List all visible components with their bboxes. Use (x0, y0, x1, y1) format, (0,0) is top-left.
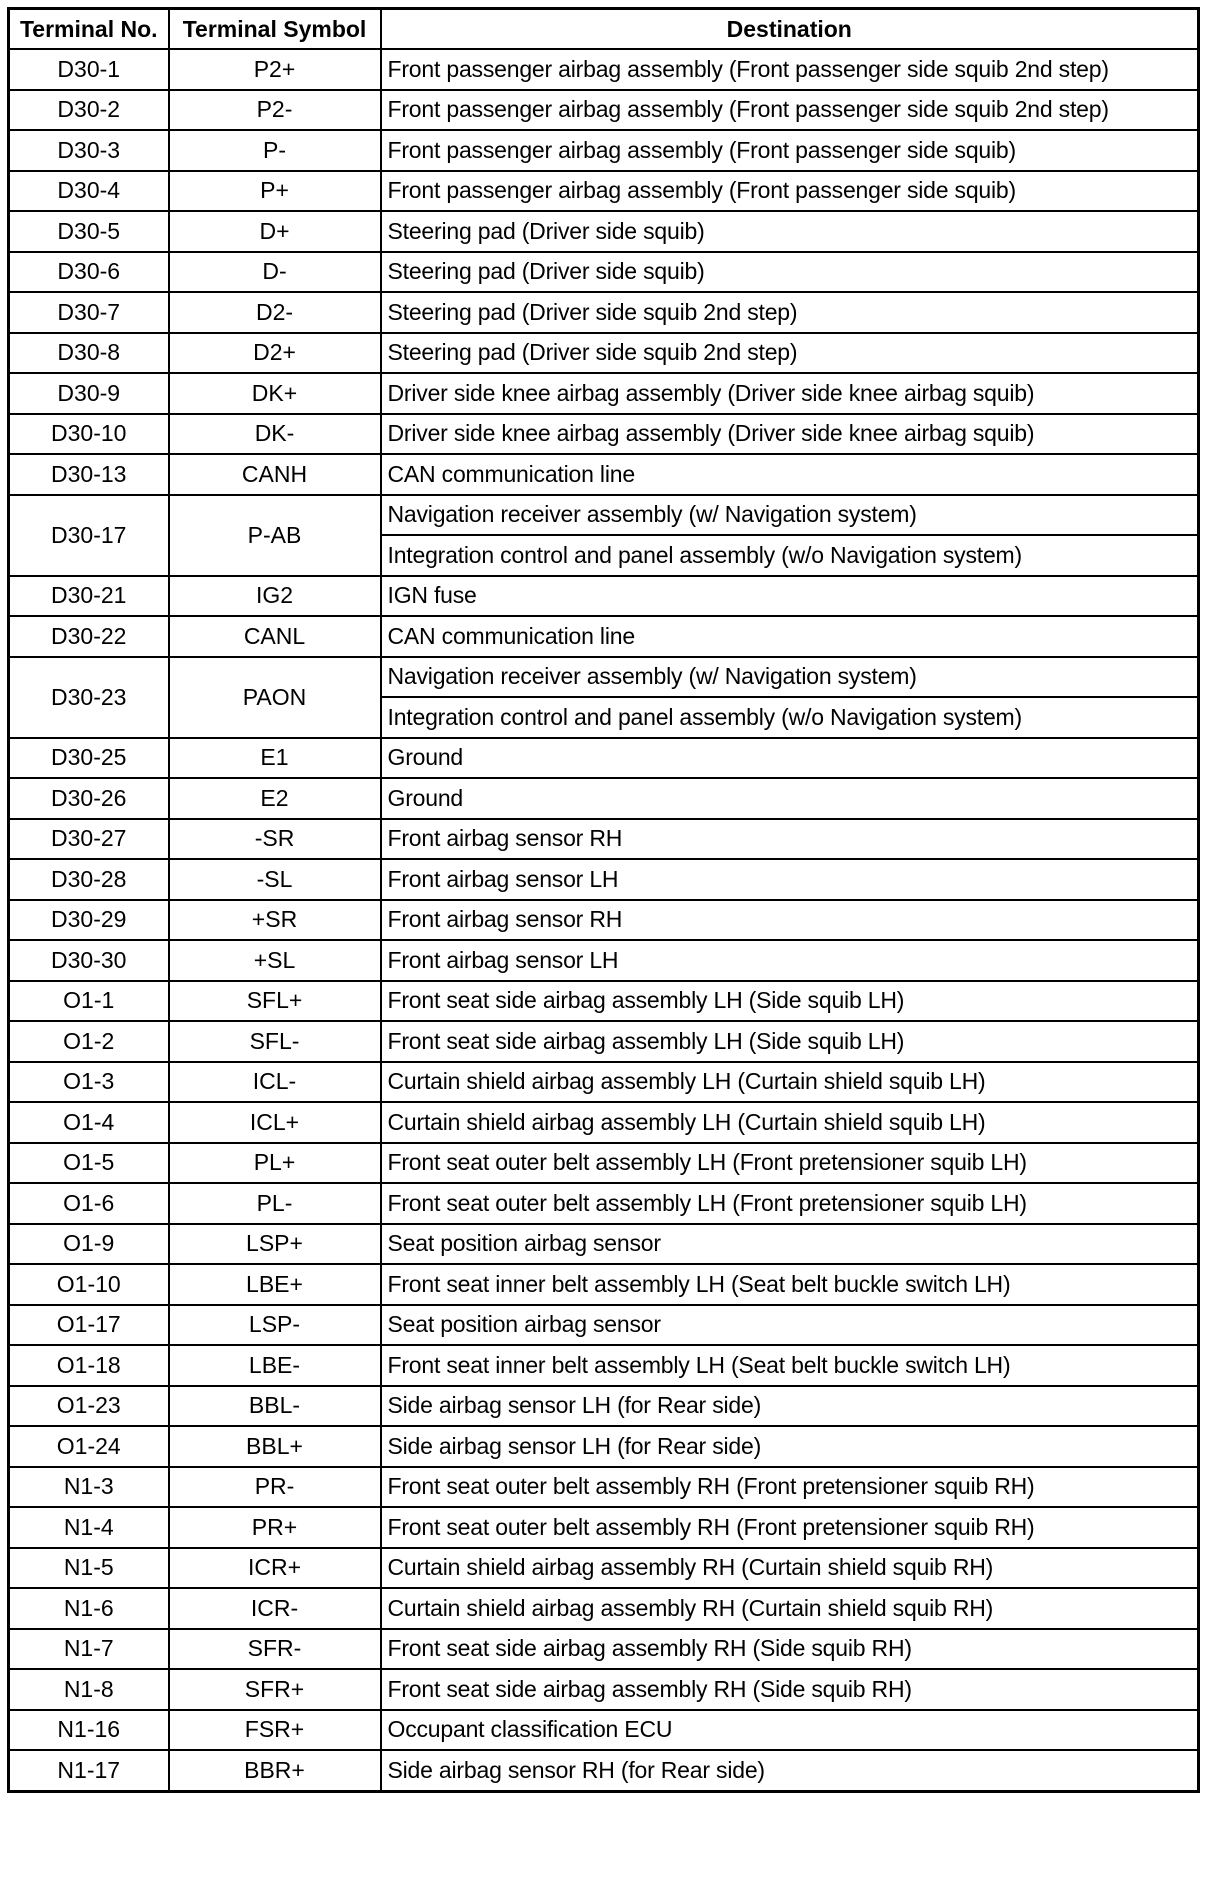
terminal-no-cell: D30-13 (9, 454, 169, 495)
destination-cell: Front seat side airbag assembly RH (Side squib RH) (381, 1669, 1199, 1710)
destination-cell: Front passenger airbag assembly (Front passenger side squib) (381, 171, 1199, 212)
terminal-no-cell: O1-9 (9, 1224, 169, 1265)
terminal-no-cell: O1-24 (9, 1426, 169, 1467)
terminal-symbol-cell: CANL (169, 616, 381, 657)
destination-cell: Navigation receiver assembly (w/ Navigation system) (381, 495, 1199, 536)
table-row (9, 1710, 1199, 1751)
destination-cell: Integration control and panel assembly (w/o Navigation system) (381, 697, 1199, 738)
table-row (9, 1224, 1199, 1265)
table-row (9, 940, 1199, 981)
terminal-no-cell: N1-7 (9, 1629, 169, 1670)
terminal-symbol-cell: FSR+ (169, 1710, 381, 1751)
terminal-no-cell: O1-17 (9, 1305, 169, 1346)
destination-cell: Seat position airbag sensor (381, 1224, 1199, 1265)
terminal-symbol-cell: E1 (169, 738, 381, 779)
table-row (9, 90, 1199, 131)
destination-cell: Front seat side airbag assembly RH (Side squib RH) (381, 1629, 1199, 1670)
table-row (9, 1183, 1199, 1224)
table-row (9, 373, 1199, 414)
table-row (9, 1062, 1199, 1103)
terminal-symbol-cell: P+ (169, 171, 381, 212)
table-row (9, 1467, 1199, 1508)
terminal-symbol-cell: PL+ (169, 1143, 381, 1184)
terminal-symbol-cell: E2 (169, 778, 381, 819)
destination-cell: Ground (381, 738, 1199, 779)
destination-cell: Steering pad (Driver side squib) (381, 252, 1199, 293)
terminal-symbol-cell: +SL (169, 940, 381, 981)
header-terminal-no: Terminal No. (9, 9, 169, 50)
terminal-symbol-cell: ICL+ (169, 1102, 381, 1143)
table-row (9, 1750, 1199, 1791)
terminal-no-cell: O1-2 (9, 1021, 169, 1062)
destination-cell: Front passenger airbag assembly (Front passenger side squib 2nd step) (381, 49, 1199, 90)
terminal-symbol-cell: D- (169, 252, 381, 293)
table-row (9, 1345, 1199, 1386)
table-row (9, 859, 1199, 900)
terminal-no-cell: D30-28 (9, 859, 169, 900)
terminal-no-cell: D30-9 (9, 373, 169, 414)
table-row (9, 252, 1199, 293)
destination-cell: CAN communication line (381, 616, 1199, 657)
table-row (9, 616, 1199, 657)
terminal-no-cell: D30-22 (9, 616, 169, 657)
terminal-no-cell: N1-6 (9, 1588, 169, 1629)
destination-cell: Seat position airbag sensor (381, 1305, 1199, 1346)
terminal-no-cell: O1-23 (9, 1386, 169, 1427)
terminal-no-cell: N1-8 (9, 1669, 169, 1710)
destination-cell: Front seat outer belt assembly LH (Front pretensioner squib LH) (381, 1143, 1199, 1184)
terminal-no-cell: D30-23 (9, 657, 169, 738)
terminal-no-cell: D30-1 (9, 49, 169, 90)
terminal-no-cell: D30-29 (9, 900, 169, 941)
destination-cell: Driver side knee airbag assembly (Driver side knee airbag squib) (381, 414, 1199, 455)
table-row (9, 738, 1199, 779)
terminal-no-cell: D30-25 (9, 738, 169, 779)
terminal-symbol-cell: DK+ (169, 373, 381, 414)
table-row (9, 292, 1199, 333)
table-row (9, 1143, 1199, 1184)
table-row (9, 495, 1199, 536)
destination-cell: CAN communication line (381, 454, 1199, 495)
table-row (9, 819, 1199, 860)
terminal-symbol-cell: SFL- (169, 1021, 381, 1062)
table-row (9, 1507, 1199, 1548)
terminal-no-cell: N1-5 (9, 1548, 169, 1589)
table-row (9, 333, 1199, 374)
header-terminal-symbol: Terminal Symbol (169, 9, 381, 50)
terminal-no-cell: D30-4 (9, 171, 169, 212)
destination-cell: Steering pad (Driver side squib 2nd step) (381, 292, 1199, 333)
destination-cell: Front airbag sensor LH (381, 859, 1199, 900)
table-row (9, 1629, 1199, 1670)
terminal-no-cell: D30-30 (9, 940, 169, 981)
destination-cell: Curtain shield airbag assembly RH (Curtain shield squib RH) (381, 1588, 1199, 1629)
terminal-symbol-cell: DK- (169, 414, 381, 455)
terminal-symbol-cell: D+ (169, 211, 381, 252)
table-body (9, 49, 1199, 1791)
header-destination: Destination (381, 9, 1199, 50)
destination-cell: Navigation receiver assembly (w/ Navigation system) (381, 657, 1199, 698)
terminal-symbol-cell: BBL- (169, 1386, 381, 1427)
terminal-symbol-cell: LSP+ (169, 1224, 381, 1265)
table-row (9, 1264, 1199, 1305)
destination-cell: Front seat outer belt assembly RH (Front pretensioner squib RH) (381, 1467, 1199, 1508)
terminal-no-cell: D30-26 (9, 778, 169, 819)
terminal-symbol-cell: P2- (169, 90, 381, 131)
table-row (9, 1669, 1199, 1710)
destination-cell: Front airbag sensor RH (381, 900, 1199, 941)
terminal-no-cell: D30-8 (9, 333, 169, 374)
terminal-symbol-cell: ICL- (169, 1062, 381, 1103)
table-row (9, 1021, 1199, 1062)
terminal-no-cell: D30-3 (9, 130, 169, 171)
terminal-symbol-cell: D2- (169, 292, 381, 333)
table-row (9, 1102, 1199, 1143)
terminal-symbol-cell: D2+ (169, 333, 381, 374)
terminal-no-cell: O1-3 (9, 1062, 169, 1103)
destination-cell: Front seat inner belt assembly LH (Seat belt buckle switch LH) (381, 1345, 1199, 1386)
terminal-no-cell: D30-21 (9, 576, 169, 617)
terminal-no-cell: O1-4 (9, 1102, 169, 1143)
table-row (9, 778, 1199, 819)
table-row (9, 1305, 1199, 1346)
terminal-symbol-cell: SFR- (169, 1629, 381, 1670)
terminal-symbol-cell: LSP- (169, 1305, 381, 1346)
destination-cell: Side airbag sensor RH (for Rear side) (381, 1750, 1199, 1791)
terminal-symbol-cell: LBE+ (169, 1264, 381, 1305)
table-row (9, 211, 1199, 252)
destination-cell: Front seat outer belt assembly LH (Front pretensioner squib LH) (381, 1183, 1199, 1224)
table-row (9, 454, 1199, 495)
destination-cell: Front passenger airbag assembly (Front passenger side squib 2nd step) (381, 90, 1199, 131)
terminal-no-cell: D30-10 (9, 414, 169, 455)
destination-cell: Driver side knee airbag assembly (Driver side knee airbag squib) (381, 373, 1199, 414)
destination-cell: Curtain shield airbag assembly RH (Curtain shield squib RH) (381, 1548, 1199, 1589)
destination-cell: IGN fuse (381, 576, 1199, 617)
terminal-symbol-cell: BBR+ (169, 1750, 381, 1791)
terminal-no-cell: D30-2 (9, 90, 169, 131)
destination-cell: Front seat side airbag assembly LH (Side squib LH) (381, 981, 1199, 1022)
terminal-symbol-cell: CANH (169, 454, 381, 495)
table-row (9, 1386, 1199, 1427)
terminal-symbol-cell: PL- (169, 1183, 381, 1224)
table-row (9, 576, 1199, 617)
terminal-no-cell: D30-7 (9, 292, 169, 333)
terminal-symbol-cell: -SL (169, 859, 381, 900)
terminal-no-cell: D30-5 (9, 211, 169, 252)
destination-cell: Front seat side airbag assembly LH (Side squib LH) (381, 1021, 1199, 1062)
terminal-symbol-cell: BBL+ (169, 1426, 381, 1467)
table-row (9, 900, 1199, 941)
table-row (9, 1426, 1199, 1467)
terminal-symbol-cell: SFR+ (169, 1669, 381, 1710)
destination-cell: Side airbag sensor LH (for Rear side) (381, 1426, 1199, 1467)
table-row (9, 49, 1199, 90)
terminal-symbol-cell: PAON (169, 657, 381, 738)
terminal-no-cell: O1-5 (9, 1143, 169, 1184)
destination-cell: Side airbag sensor LH (for Rear side) (381, 1386, 1199, 1427)
terminal-symbol-cell: PR+ (169, 1507, 381, 1548)
destination-cell: Front passenger airbag assembly (Front passenger side squib) (381, 130, 1199, 171)
terminal-no-cell: N1-16 (9, 1710, 169, 1751)
destination-cell: Front seat outer belt assembly RH (Front pretensioner squib RH) (381, 1507, 1199, 1548)
terminal-no-cell: O1-1 (9, 981, 169, 1022)
destination-cell: Curtain shield airbag assembly LH (Curtain shield squib LH) (381, 1062, 1199, 1103)
table-row (9, 1548, 1199, 1589)
terminal-no-cell: N1-17 (9, 1750, 169, 1791)
table-row (9, 981, 1199, 1022)
terminal-symbol-cell: ICR- (169, 1588, 381, 1629)
destination-cell: Integration control and panel assembly (w/o Navigation system) (381, 535, 1199, 576)
terminal-symbol-cell: LBE- (169, 1345, 381, 1386)
terminal-symbol-cell: +SR (169, 900, 381, 941)
header-row (9, 9, 1199, 50)
destination-cell: Ground (381, 778, 1199, 819)
terminal-no-cell: D30-6 (9, 252, 169, 293)
table-row (9, 171, 1199, 212)
destination-cell: Steering pad (Driver side squib 2nd step) (381, 333, 1199, 374)
table-row (9, 414, 1199, 455)
destination-cell: Steering pad (Driver side squib) (381, 211, 1199, 252)
terminal-no-cell: N1-3 (9, 1467, 169, 1508)
terminal-symbol-cell: IG2 (169, 576, 381, 617)
terminal-symbol-cell: P-AB (169, 495, 381, 576)
terminal-no-cell: O1-6 (9, 1183, 169, 1224)
destination-cell: Front airbag sensor LH (381, 940, 1199, 981)
destination-cell: Front seat inner belt assembly LH (Seat belt buckle switch LH) (381, 1264, 1199, 1305)
table-row (9, 130, 1199, 171)
destination-cell: Occupant classification ECU (381, 1710, 1199, 1751)
destination-cell: Curtain shield airbag assembly LH (Curtain shield squib LH) (381, 1102, 1199, 1143)
terminal-symbol-cell: ICR+ (169, 1548, 381, 1589)
terminal-symbol-cell: SFL+ (169, 981, 381, 1022)
terminal-no-cell: O1-10 (9, 1264, 169, 1305)
terminal-symbol-cell: P- (169, 130, 381, 171)
destination-cell: Front airbag sensor RH (381, 819, 1199, 860)
terminal-no-cell: O1-18 (9, 1345, 169, 1386)
terminal-no-cell: D30-27 (9, 819, 169, 860)
table-row (9, 657, 1199, 698)
terminal-symbol-cell: P2+ (169, 49, 381, 90)
terminal-symbol-cell: PR- (169, 1467, 381, 1508)
terminal-table (7, 7, 1200, 1793)
terminal-symbol-cell: -SR (169, 819, 381, 860)
table-row (9, 1588, 1199, 1629)
terminal-no-cell: D30-17 (9, 495, 169, 576)
terminal-no-cell: N1-4 (9, 1507, 169, 1548)
